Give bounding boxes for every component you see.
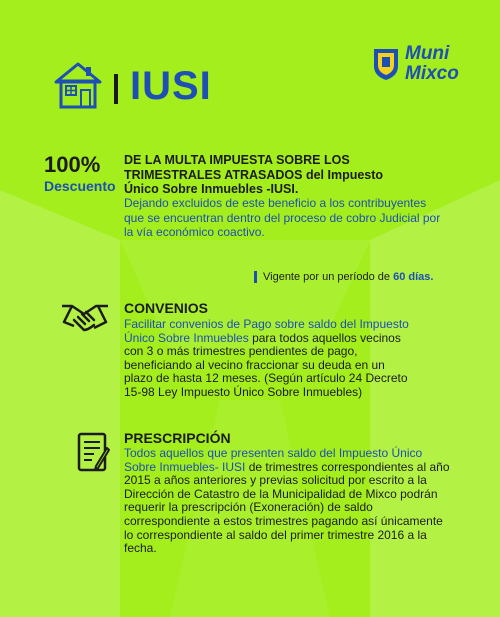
validity-note [254, 271, 433, 283]
discount-heading: DE LA MULTA IMPUESTA SOBRE LOS TRIMESTRALES ATRASADOS del Impuesto Único Sobre Inmuebles -IUSI. [124, 153, 384, 196]
shield-icon [371, 46, 401, 82]
discount-percent: 100% [44, 152, 101, 177]
handshake-icon [60, 300, 110, 334]
validity-prefix: Vigente por un período de [263, 271, 394, 283]
convenios-title: CONVENIOS [124, 300, 209, 316]
prescripcion-title: PRESCRIPCIÓN [124, 430, 231, 446]
convenios-highlight: Facilitar convenios de Pago sobre saldo del Impuesto Único Sobre Inmuebles [124, 317, 409, 345]
discount-label: Descuento [44, 178, 116, 194]
validity-days: 60 días. [393, 271, 434, 283]
convenios-rest: para todos aquellos vecinos con 3 o más trimestres pendientes de pago, beneficiando al vecino fraccionar su deuda en un plazo de hasta 12 meses. (Según artículo 24 Decreto 15-98 Ley Impuesto Único Sobre Inmuebles) [124, 330, 408, 399]
convenios-body [124, 318, 414, 400]
muni-mixco-logo [371, 44, 471, 92]
logo-text [405, 44, 459, 84]
prescripcion-highlight: Todos aquellos que presenten saldo del Impuesto Único Sobre Inmuebles- IUSI [124, 446, 423, 474]
page-title: IUSI [130, 64, 212, 108]
logo-line2: Mixco [405, 63, 459, 84]
header-divider [114, 74, 118, 104]
discount-body: Dejando excluidos de este beneficio a los contribuyentes que se encuentran dentro del proceso de cobro Judicial por la vía económico coactivo. [124, 196, 441, 239]
house-icon [52, 60, 104, 110]
prescripcion-body [124, 447, 454, 556]
logo-line1: Muni [405, 43, 450, 64]
document-icon [76, 432, 112, 474]
prescripcion-rest: de trimestres correspondientes al año 2015 a años anteriores y previas solicitud por escrito a la Dirección de Catastro de la Municipalidad de Mixco podrán requerir la prescripción (Exoneración) de saldo correspondiente a estos trimestres pagando así únicamente lo correspondiente al saldo del primer trimestre 2016 a la fecha. [124, 459, 450, 556]
